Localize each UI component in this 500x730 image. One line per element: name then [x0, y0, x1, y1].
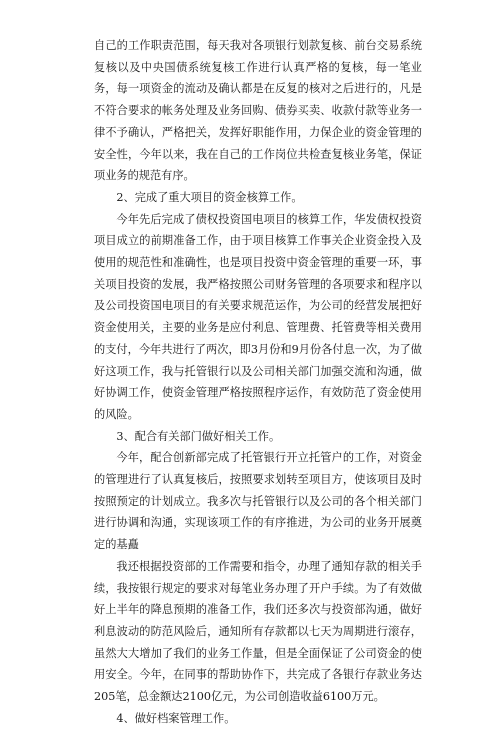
paragraph-custody-account: 今年，配合创新部完成了托管银行开立托管户的工作，对资金的管理进行了认真复核后，按照要求划转至项目方，使该项目及时按照预定的计划成立。我多次与托管银行以及公司的各个相关部门进行协调和沟通，实现该项工作的有序推进，为公司的业务开展奠定的基矗: [94, 451, 422, 552]
heading-project-accounting: 2、完成了重大项目的资金核算工作。: [116, 190, 303, 204]
paragraph-notice-deposit: 我还根据投资部的工作需要和指令，办理了通知存款的相关手续，我按银行规定的要求对每笔业务办理了开户手续。为了有效做好上半年的降息预期的准备工作，我们还多次与投资部沟通，做好利息波动的防范风险后，通知所有存款都以七天为周期进行滚存，虽然大大增加了我们的业务工作量，但是全面保证了公司资金的使用安全。今年，在同事的帮助协作下，共完成了各银行存款业务达205笔，总金额达2100亿元，为公司创造收益6100万元。: [94, 559, 422, 704]
heading-archive-management: 4、做好档案管理工作。: [116, 711, 236, 725]
heading-cooperation: 3、配合有关部门做好相关工作。: [116, 429, 281, 443]
paragraph-project-accounting: 今年先后完成了债权投资国电项目的核算工作，华发债权投资项目成立的前期准备工作，由于项目核算工作事关企业资金投入及使用的规范性和准确性，也是项目投资中资金管理的重要一环，事关项目投资的发展，我严格按照公司财务管理的各项要求和程序以及公司投资国电项目的有关要求规范运作，为公司的经营发展把好资金使用关，主要的业务是应付利息、管理费、托管费等相关费用的支付，今年共进行了两次，即3月份和9月份各付息一次，为了做好这项工作，我与托管银行以及公司相关部门加强交流和沟通，做好协调工作，使资金管理严格按照程序运作，有效防范了资金使用的风险。: [94, 212, 422, 421]
document-body: [94, 35, 422, 730]
paragraph-duty-scope: 自己的工作职责范围，每天我对各项银行划款复核、前台交易系统复核以及中央国债系统复核工作进行认真严格的复核，每一笔业务，每一项资金的流动及确认都是在反复的核对之后进行的，凡是不符合要求的帐务处理及业务回购、债券买卖、收款付款等业务一律不予确认，严格把关，发挥好职能作用，力保企业的资金管理的安全性，今年以来，我在自己的工作岗位共检查复核业务笔，保证项业务的规范有序。: [94, 39, 422, 183]
